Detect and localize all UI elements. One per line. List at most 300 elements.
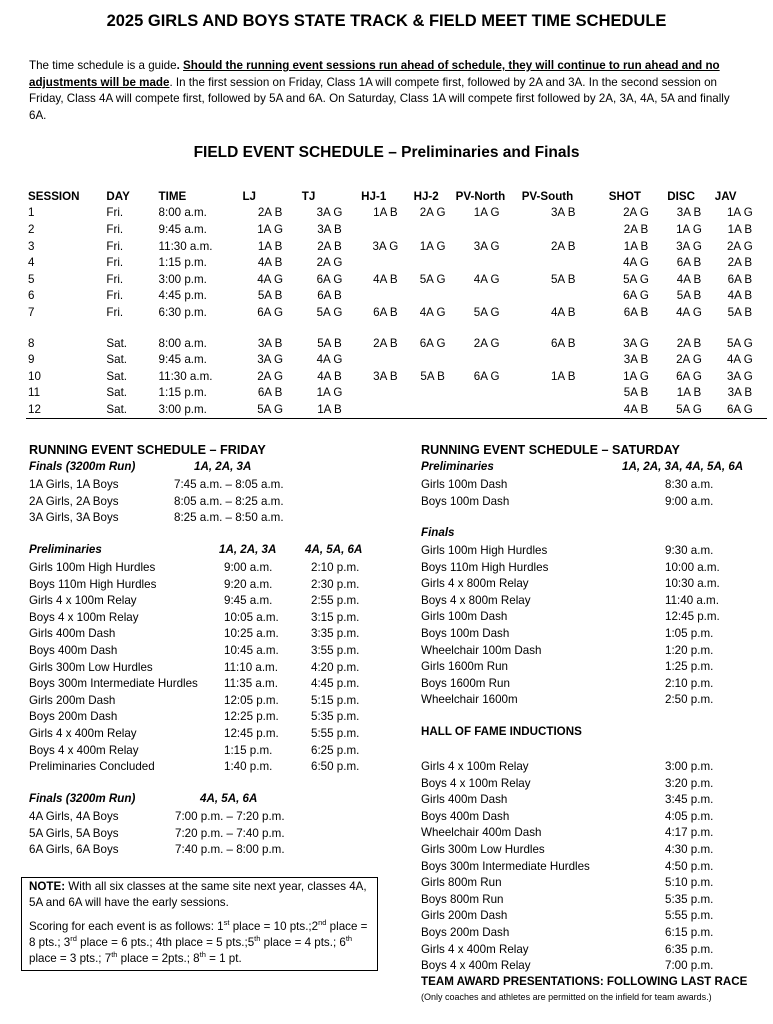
event-time: 9:00 a.m. — [665, 494, 714, 508]
list-item — [29, 510, 369, 527]
list-item — [29, 477, 369, 494]
scoring-text-part: place = 6 pts.; 4th place = 5 pts.; — [76, 936, 248, 949]
table-cell: 3A B — [550, 206, 576, 220]
list-item — [29, 743, 369, 760]
hall-of-fame-heading: HALL OF FAME INDUCTIONS — [421, 725, 582, 738]
table-cell — [520, 385, 607, 402]
team-award-heading: TEAM AWARD PRESENTATIONS: FOLLOWING LAST RACE — [421, 975, 748, 988]
table-cell: 6A G — [623, 289, 649, 303]
scoring-text-part: place = 10 pts.; — [229, 920, 312, 933]
table-cell: 2A G — [419, 206, 446, 220]
table-cell: 6A G — [419, 336, 446, 350]
event-name: Boys 800m Run — [421, 892, 504, 906]
table-cell — [359, 385, 411, 402]
event-time: 1:20 p.m. — [665, 643, 714, 657]
event-time: 10:25 a.m. — [224, 627, 279, 641]
event-time: 5:15 p.m. — [311, 693, 360, 707]
event-time: 4:30 p.m. — [665, 842, 714, 856]
table-row — [26, 221, 767, 238]
event-time: 4:50 p.m. — [665, 859, 714, 873]
field-header-cell: LJ — [242, 189, 256, 203]
event-name: Boys 110m High Hurdles — [421, 560, 549, 574]
event-name: Boys 300m Intermediate Hurdles — [29, 677, 198, 691]
scoring-text-part: Scoring for each event is as follows: 1 — [29, 920, 224, 933]
event-time: 7:20 p.m. – 7:40 p.m. — [175, 826, 285, 840]
table-cell: 1A G — [676, 222, 702, 236]
event-name: Boys 4 x 100m Relay — [29, 610, 139, 624]
table-cell: 6A G — [473, 369, 500, 383]
table-cell: 5A B — [727, 305, 753, 319]
event-time: 12:25 p.m. — [224, 710, 279, 724]
table-cell: 1:15 p.m. — [158, 386, 207, 400]
table-cell: 3A B — [727, 386, 753, 400]
event-name: Boys 400m Dash — [421, 809, 510, 823]
table-cell — [412, 401, 454, 418]
field-event-table — [26, 188, 767, 419]
event-time: 3:35 p.m. — [311, 627, 360, 641]
saturday-finals-label: Finals — [421, 526, 455, 539]
list-item — [421, 892, 761, 909]
friday-prelims-col1: 1A, 2A, 3A — [219, 543, 277, 556]
table-cell: 9 — [28, 353, 35, 367]
event-time: 6:50 p.m. — [311, 760, 360, 774]
list-item — [421, 560, 761, 577]
table-cell: 5A G — [726, 336, 753, 350]
event-time: 11:10 a.m. — [224, 660, 278, 674]
saturday-later-list — [421, 759, 761, 975]
event-name: Girls 200m Dash — [421, 909, 508, 923]
table-cell: Fri. — [106, 272, 124, 286]
table-cell: 4A B — [623, 402, 649, 416]
table-cell: 1A G — [257, 222, 283, 236]
table-cell: 5A B — [317, 336, 342, 350]
table-cell — [359, 351, 411, 368]
list-item — [29, 577, 369, 594]
table-cell: 4A G — [419, 305, 446, 319]
table-cell: 6A B — [373, 305, 398, 319]
scoring-text-part: place = 4 pts.; 6 — [260, 936, 346, 949]
list-item — [29, 593, 369, 610]
intro-lead: The time schedule is a guide — [29, 59, 177, 72]
event-time: 3:15 p.m. — [311, 610, 360, 624]
table-cell: 4A G — [316, 353, 343, 367]
table-row — [26, 271, 767, 288]
table-cell: 4A B — [257, 256, 283, 270]
list-item — [29, 759, 369, 776]
table-cell: 1A B — [373, 206, 398, 220]
table-cell: Fri. — [106, 239, 124, 253]
event-time: 9:00 a.m. — [224, 561, 273, 574]
table-cell: 5A G — [473, 305, 500, 319]
table-cell: 8 — [28, 336, 35, 350]
field-header-cell: DISC — [667, 189, 695, 203]
event-name: 3A Girls, 3A Boys — [29, 511, 119, 525]
event-name: Boys 110m High Hurdles — [29, 577, 157, 591]
event-name: 2A Girls, 2A Boys — [29, 494, 119, 508]
ordinal-suffix: nd — [318, 918, 327, 928]
list-item — [421, 477, 761, 494]
event-name: Girls 300m Low Hurdles — [29, 660, 153, 674]
table-cell: 3:00 p.m. — [158, 272, 207, 286]
list-item — [29, 826, 369, 843]
table-cell: 8:00 a.m. — [158, 336, 207, 350]
friday-prelims-label: Preliminaries — [29, 543, 102, 556]
field-table-body — [26, 205, 767, 419]
table-cell: 1A G — [316, 386, 343, 400]
list-item — [421, 942, 761, 959]
table-cell: 2A G — [316, 256, 343, 270]
event-name: Girls 400m Dash — [29, 627, 116, 641]
table-cell: Sat. — [106, 353, 128, 367]
field-header-cell: HJ-1 — [361, 189, 387, 203]
list-item — [421, 494, 761, 511]
scoring-text-part: place = 3 pts.; 7 — [29, 952, 112, 965]
event-time: 9:20 a.m. — [224, 577, 273, 591]
note-body: With all six classes at the same site next year, classes 4A, 5A and 6A will have the early sessions. — [29, 880, 367, 909]
event-name: Girls 800m Run — [421, 876, 502, 890]
table-cell: 5A B — [257, 289, 283, 303]
field-header-cell: DAY — [106, 189, 130, 203]
event-name: Boys 4 x 400m Relay — [421, 959, 531, 973]
event-name: Wheelchair 1600m — [421, 693, 518, 707]
table-cell: 6A G — [726, 402, 753, 416]
saturday-prelims-list — [421, 477, 761, 510]
table-cell: 1A G — [623, 369, 649, 383]
field-header-cell: TIME — [158, 189, 187, 203]
friday-finals2-classes: 4A, 5A, 6A — [200, 792, 258, 805]
ordinal-suffix: th — [111, 950, 118, 960]
friday-prelims-list — [29, 560, 369, 776]
event-time: 2:55 p.m. — [311, 594, 360, 608]
ordinal-suffix: rd — [70, 934, 77, 944]
field-header-cell: PV-North — [455, 189, 506, 203]
table-cell: 6A B — [676, 256, 702, 270]
friday-finals2-list — [29, 809, 369, 859]
event-name: Boys 400m Dash — [29, 643, 118, 657]
event-name: Boys 4 x 400m Relay — [29, 743, 139, 757]
table-cell — [454, 385, 520, 402]
event-time: 3:45 p.m. — [665, 793, 714, 807]
list-item — [421, 825, 761, 842]
intro-emphasis: Should the running event sessions run ahead of schedule, they will continue to run ahead and no adjustments will be made — [29, 59, 720, 89]
event-time: 7:00 p.m. — [665, 959, 714, 973]
table-cell: 2A B — [676, 336, 702, 350]
table-cell — [412, 221, 454, 238]
table-cell: Sat. — [106, 336, 128, 350]
table-cell: 2A G — [726, 239, 753, 253]
saturday-prelims-classes: 1A, 2A, 3A, 4A, 5A, 6A — [622, 460, 744, 473]
event-time: 8:05 a.m. – 8:25 a.m. — [174, 494, 284, 508]
event-time: 4:17 p.m. — [665, 826, 714, 840]
table-cell: 11 — [28, 386, 41, 400]
event-name: Girls 300m Low Hurdles — [421, 842, 545, 856]
table-cell: 3A G — [676, 239, 702, 253]
note-label: NOTE: — [29, 880, 66, 893]
scoring-text-part: 5 — [247, 936, 255, 949]
table-cell — [520, 351, 607, 368]
table-cell: 5 — [28, 272, 35, 286]
table-cell — [454, 254, 520, 271]
table-cell: 4A G — [473, 272, 500, 286]
table-cell: Fri. — [106, 206, 124, 220]
note-text — [29, 879, 370, 911]
event-time: 3:20 p.m. — [665, 776, 714, 790]
table-cell: 4:45 p.m. — [158, 289, 207, 303]
list-item — [421, 759, 761, 776]
list-item — [29, 842, 369, 859]
list-item — [421, 859, 761, 876]
table-row — [26, 368, 767, 385]
table-cell: 1A G — [726, 206, 753, 220]
event-time: 4:05 p.m. — [665, 809, 714, 823]
table-cell: 5A B — [550, 272, 576, 286]
table-cell — [454, 288, 520, 305]
list-item — [29, 709, 369, 726]
event-time: 4:20 p.m. — [311, 660, 360, 674]
table-cell: 1:15 p.m. — [158, 256, 207, 270]
event-name: 1A Girls, 1A Boys — [29, 478, 119, 491]
friday-prelims-col2: 4A, 5A, 6A — [305, 543, 363, 556]
event-time: 11:35 a.m. — [224, 677, 278, 691]
table-cell: Fri. — [106, 256, 124, 270]
table-cell: 6A B — [257, 386, 283, 400]
event-name: 6A Girls, 6A Boys — [29, 843, 119, 857]
table-cell — [412, 288, 454, 305]
field-header-cell: HJ-2 — [413, 189, 439, 203]
event-time: 5:55 p.m. — [665, 909, 714, 923]
table-cell — [454, 351, 520, 368]
table-cell: 2A B — [727, 256, 753, 270]
event-time: 11:40 a.m. — [665, 593, 719, 607]
scoring-text — [29, 919, 370, 967]
list-item — [421, 626, 761, 643]
list-item — [421, 676, 761, 693]
table-cell: 6A B — [317, 289, 342, 303]
table-cell — [520, 288, 607, 305]
table-cell: 4A G — [726, 353, 753, 367]
intro-dot: . — [176, 59, 184, 72]
event-time: 2:30 p.m. — [311, 577, 360, 591]
table-cell: 2A B — [317, 239, 342, 253]
event-time: 7:45 a.m. – 8:05 a.m. — [174, 478, 284, 491]
list-item — [29, 726, 369, 743]
list-item — [421, 543, 761, 560]
table-gap — [26, 321, 767, 335]
event-time: 5:35 p.m. — [311, 710, 360, 724]
table-cell: 1A B — [550, 369, 576, 383]
table-row — [26, 351, 767, 368]
table-cell: 3A G — [316, 206, 343, 220]
list-item — [421, 958, 761, 975]
table-cell: 3A B — [623, 353, 649, 367]
list-item — [421, 908, 761, 925]
table-cell: 2A G — [257, 369, 283, 383]
event-name: Wheelchair 400m Dash — [421, 826, 542, 840]
list-item — [29, 693, 369, 710]
table-cell: 6A G — [257, 305, 283, 319]
table-cell: 5A B — [420, 369, 445, 383]
event-time: 1:05 p.m. — [665, 626, 714, 640]
event-name: Boys 1600m Run — [421, 676, 510, 690]
table-cell — [412, 385, 454, 402]
table-cell: Fri. — [106, 289, 124, 303]
table-cell: 3:00 p.m. — [158, 402, 207, 416]
note-box — [21, 877, 378, 971]
table-row — [26, 401, 767, 418]
event-name: Girls 100m Dash — [421, 478, 508, 491]
event-time: 6:15 p.m. — [665, 925, 714, 939]
table-cell: 4A G — [676, 305, 702, 319]
field-table-header — [26, 188, 767, 205]
table-cell: 1A B — [676, 386, 702, 400]
table-cell: 1A B — [623, 239, 649, 253]
event-name: Boys 200m Dash — [421, 925, 510, 939]
event-time: 6:25 p.m. — [311, 743, 360, 757]
event-time: 1:25 p.m. — [665, 660, 714, 674]
event-time: 2:10 p.m. — [311, 561, 360, 574]
table-cell: 10 — [28, 369, 41, 383]
event-time: 5:55 p.m. — [311, 726, 360, 740]
table-cell: 1A G — [473, 206, 500, 220]
event-name: Boys 100m Dash — [421, 494, 510, 508]
list-item — [421, 809, 761, 826]
table-cell: 2A B — [257, 206, 283, 220]
table-cell: 5A G — [257, 402, 283, 416]
table-cell: 2 — [28, 222, 35, 236]
list-item — [421, 609, 761, 626]
event-time: 7:00 p.m. – 7:20 p.m. — [175, 810, 285, 823]
ordinal-suffix: st — [223, 918, 230, 928]
list-item — [29, 809, 369, 826]
event-name: Wheelchair 100m Dash — [421, 643, 542, 657]
table-cell: 1A B — [317, 402, 342, 416]
event-time: 8:30 a.m. — [665, 478, 714, 491]
friday-finals1-label: Finals (3200m Run) — [29, 460, 136, 473]
table-cell: 2A B — [623, 222, 649, 236]
table-cell: 1A B — [257, 239, 283, 253]
event-time: 2:50 p.m. — [665, 693, 714, 707]
table-cell: 3A B — [317, 222, 342, 236]
list-item — [29, 643, 369, 660]
table-cell: 5A G — [623, 272, 649, 286]
table-cell: 4A B — [676, 272, 702, 286]
event-time: 3:55 p.m. — [311, 643, 360, 657]
event-time: 1:40 p.m. — [224, 760, 273, 774]
table-cell: 5A G — [419, 272, 446, 286]
table-cell: Fri. — [106, 222, 124, 236]
list-item — [421, 842, 761, 859]
field-header-cell: SHOT — [608, 189, 641, 203]
table-cell: 9:45 a.m. — [158, 222, 207, 236]
event-time: 12:45 p.m. — [224, 726, 279, 740]
list-item — [421, 776, 761, 793]
page-title: 2025 GIRLS AND BOYS STATE TRACK & FIELD MEET TIME SCHEDULE — [106, 12, 667, 30]
table-cell: 6A G — [676, 369, 702, 383]
table-cell: 5A B — [676, 289, 702, 303]
event-name: Boys 100m Dash — [421, 626, 510, 640]
list-item — [421, 692, 761, 709]
event-name: Girls 4 x 800m Relay — [421, 577, 529, 591]
event-name: Boys 300m Intermediate Hurdles — [421, 859, 590, 873]
table-cell: 6 — [28, 289, 35, 303]
event-time: 5:35 p.m. — [665, 892, 714, 906]
table-cell: Sat. — [106, 402, 128, 416]
ordinal-suffix: th — [199, 950, 206, 960]
table-cell: 3A B — [373, 369, 398, 383]
event-time: 7:40 p.m. – 8:00 p.m. — [175, 843, 285, 857]
event-name: Girls 4 x 100m Relay — [29, 594, 137, 608]
table-cell: Sat. — [106, 369, 128, 383]
saturday-title: RUNNING EVENT SCHEDULE – SATURDAY — [421, 443, 680, 457]
table-cell: 5A G — [316, 305, 343, 319]
table-cell — [520, 401, 607, 418]
table-cell: 2A B — [550, 239, 576, 253]
event-time: 5:10 p.m. — [665, 876, 714, 890]
table-cell: 3A G — [473, 239, 500, 253]
event-name: Girls 4 x 100m Relay — [421, 760, 529, 773]
event-name: Preliminaries Concluded — [29, 760, 155, 774]
event-name: Girls 4 x 400m Relay — [29, 726, 137, 740]
ordinal-suffix: th — [254, 934, 261, 944]
table-row — [26, 205, 767, 222]
list-item — [421, 875, 761, 892]
field-header-cell: SESSION — [28, 189, 80, 203]
table-cell: 6A G — [316, 272, 343, 286]
table-cell — [359, 221, 411, 238]
table-cell — [520, 254, 607, 271]
event-name: Girls 400m Dash — [421, 793, 508, 807]
table-row — [26, 385, 767, 402]
table-cell: 4 — [28, 256, 35, 270]
list-item — [29, 494, 369, 511]
event-time: 1:15 p.m. — [224, 743, 273, 757]
field-schedule-title: FIELD EVENT SCHEDULE – Preliminaries and Finals — [193, 144, 580, 161]
table-cell — [412, 351, 454, 368]
field-header-cell: JAV — [714, 189, 737, 203]
ordinal-suffix: th — [345, 934, 353, 944]
table-cell: 4A G — [257, 272, 283, 286]
friday-title: RUNNING EVENT SCHEDULE – FRIDAY — [29, 443, 266, 457]
list-item — [421, 925, 761, 942]
field-header-cell: PV-South — [521, 189, 574, 203]
event-time: 10:30 a.m. — [665, 577, 720, 591]
table-cell — [412, 254, 454, 271]
table-cell: 7 — [28, 305, 35, 319]
event-time: 9:45 a.m. — [224, 594, 273, 608]
table-cell: 4A B — [317, 369, 342, 383]
event-name: Girls 100m High Hurdles — [421, 544, 548, 557]
event-name: Girls 4 x 400m Relay — [421, 942, 529, 956]
table-cell: 1 — [28, 206, 35, 220]
table-cell — [454, 401, 520, 418]
table-cell: 4A B — [373, 272, 398, 286]
table-cell: 11:30 a.m. — [158, 369, 213, 383]
table-cell: 12 — [28, 402, 41, 416]
table-cell — [359, 288, 411, 305]
friday-finals1-list — [29, 477, 369, 527]
table-cell: 3A G — [372, 239, 399, 253]
field-header-cell: TJ — [301, 189, 316, 203]
table-cell: 4A B — [550, 305, 576, 319]
event-time: 6:35 p.m. — [665, 942, 714, 956]
table-cell: 4A G — [623, 256, 649, 270]
scoring-text-part: place = 8 pts.; 3 — [29, 920, 368, 949]
event-time: 12:45 p.m. — [665, 610, 720, 624]
table-cell: Sat. — [106, 386, 128, 400]
table-cell: 1A G — [419, 239, 446, 253]
event-time: 8:25 a.m. – 8:50 a.m. — [174, 511, 284, 525]
friday-finals2-label: Finals (3200m Run) — [29, 792, 136, 805]
